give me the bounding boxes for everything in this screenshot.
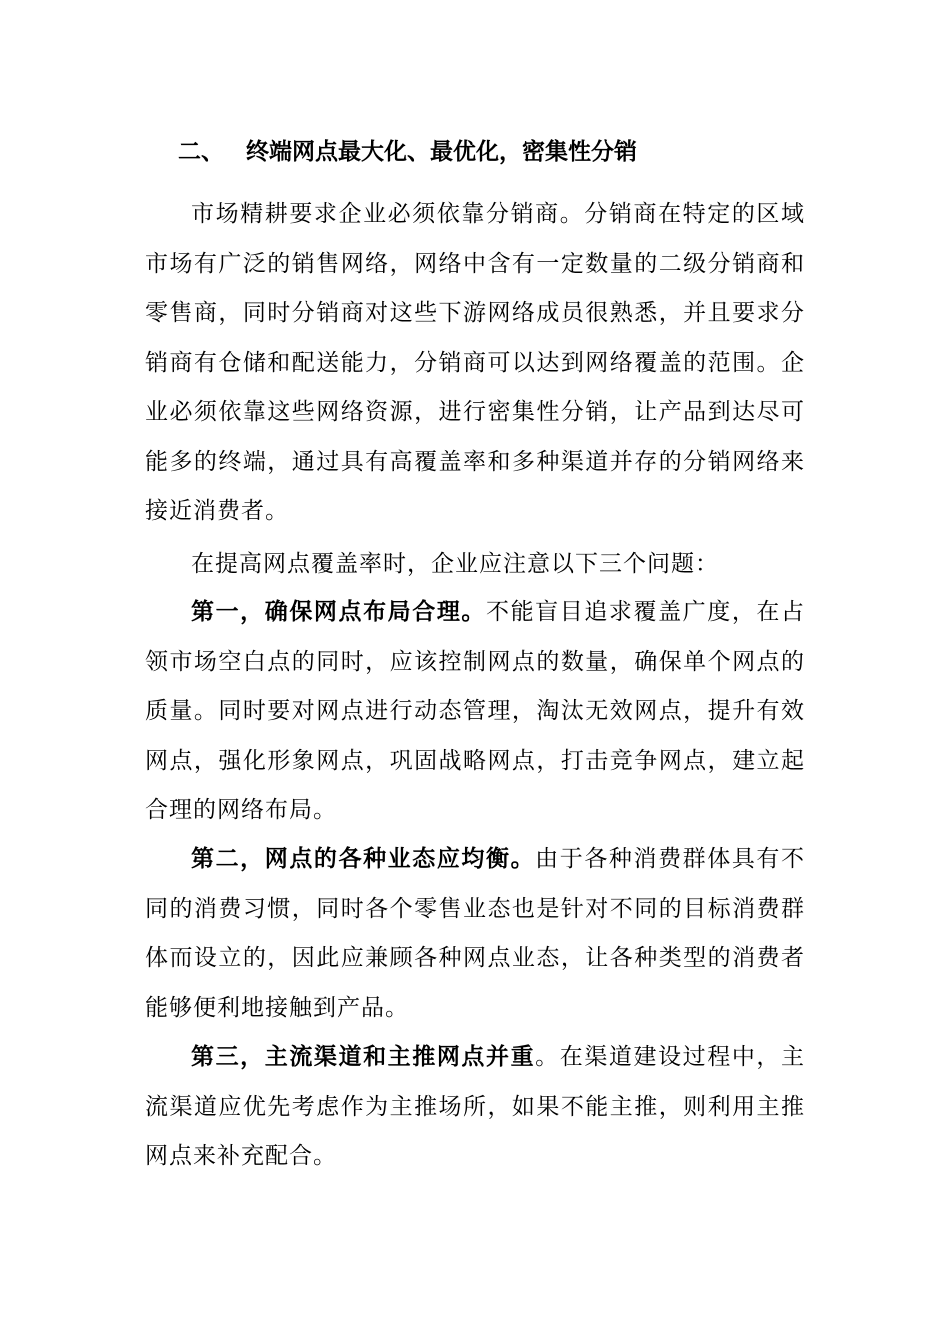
section-number: 二、 [178, 139, 224, 165]
point-2-title: 第二，网点的各种业态应均衡。 [191, 846, 536, 872]
paragraph-lead: 在提高网点覆盖率时，企业应注意以下三个问题： [191, 551, 719, 577]
paragraph-intro: 市场精耕要求企业必须依靠分销商。分销商在特定的区域市场有广泛的销售网络，网络中含有一定数量的二级分销商和零售商，同时分销商对这些下游网络成员很熟悉，并且要求分销商有仓储和配送能力，分销商可以达到网络覆盖的范围。企业必须依靠这些网络资源，进行密集性分销，让产品到达尽可能多的终端，通过具有高覆盖率和多种渠道并存的分销网络来接近消费者。 [145, 201, 805, 524]
point-3-title: 第三，主流渠道和主推网点并重 [191, 1044, 536, 1070]
paragraph-point-1 [145, 588, 805, 836]
paragraph-point-3 [145, 1033, 805, 1182]
point-1-body: 不能盲目追求覆盖广度，在占领市场空白点的同时，应该控制网点的数量，确保单个网点的质量。同时要对网点进行动态管理，淘汰无效网点，提升有效网点，强化形象网点，巩固战略网点，打击竞争网点，建立起合理的网络布局。 [145, 599, 806, 823]
point-1-title: 第一，确保网点布局合理。 [191, 599, 486, 625]
paragraph-point-2 [145, 835, 805, 1033]
section-title: 终端网点最大化、最优化，密集性分销 [246, 139, 637, 165]
section-heading [178, 132, 818, 172]
point-3-body: 。在渠道建设过程中，主流渠道应优先考虑作为主推场所，如果不能主推，则利用主推网点来补充配合。 [145, 1044, 806, 1169]
point-2-body: 由于各种消费群体具有不同的消费习惯，同时各个零售业态也是针对不同的目标消费群体而设立的，因此应兼顾各种网点业态，让各种类型的消费者能够便利地接触到产品。 [145, 846, 806, 1021]
